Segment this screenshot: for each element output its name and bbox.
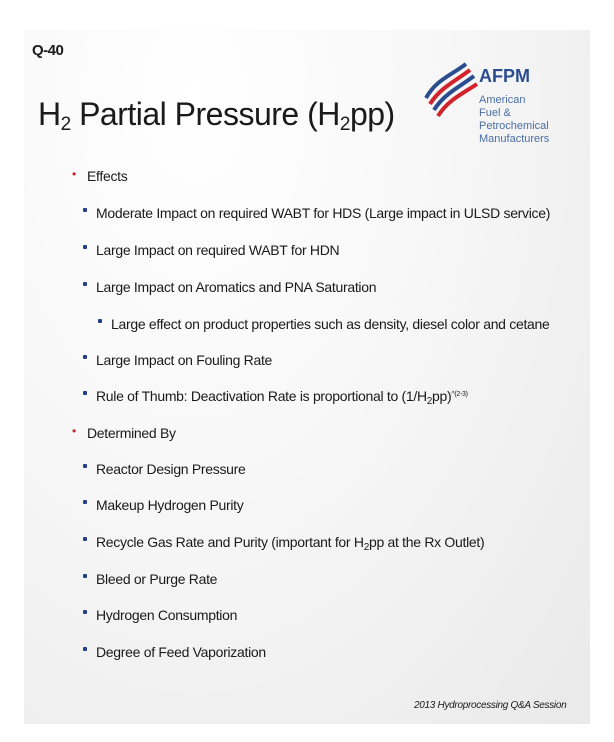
list-item — [96, 242, 339, 258]
list-item — [96, 461, 246, 477]
item-text: Recycle Gas Rate and Purity (important for H — [96, 534, 364, 550]
bullet-icon — [83, 647, 87, 651]
list-item — [96, 534, 484, 553]
bullet-icon — [83, 537, 87, 541]
logo-line: American — [479, 94, 526, 106]
question-number: Q-40 — [32, 42, 64, 59]
title-subscript: 2 — [60, 114, 71, 135]
bullet-icon — [83, 208, 87, 212]
item-text: Hydrogen Consumption — [96, 607, 238, 623]
logo-line: Fuel & Petrochemical — [479, 107, 549, 132]
footer-text: 2013 Hydroprocessing Q&A Session — [414, 700, 567, 711]
afpm-logo — [422, 58, 572, 158]
list-item — [96, 279, 376, 295]
bullet-icon — [83, 391, 87, 395]
item-text: Degree of Feed Vaporization — [96, 644, 266, 660]
bullet-icon — [83, 500, 87, 504]
list-item — [96, 607, 237, 623]
list-item — [96, 388, 468, 407]
list-item — [96, 205, 550, 221]
item-text: Reactor Design Pressure — [96, 461, 246, 477]
item-text: Rule of Thumb: Deactivation Rate is proportional to (1/H — [96, 388, 427, 404]
bullet-icon — [83, 464, 87, 468]
bullet-icon — [83, 245, 87, 249]
flag-swoosh-icon — [422, 58, 478, 118]
list-item — [72, 424, 176, 441]
list-item — [96, 352, 272, 368]
logo-line: Manufacturers — [479, 133, 550, 145]
bullet-icon — [83, 282, 87, 286]
section-heading: Effects — [87, 168, 128, 184]
title-part: pp) — [349, 96, 395, 132]
title-part: H — [38, 96, 61, 132]
item-text: Large Impact on Fouling Rate — [96, 352, 273, 368]
item-text: Large Impact on Aromatics and PNA Saturation — [96, 279, 377, 295]
item-text: Large effect on product properties such as density, diesel color and cetane — [111, 316, 550, 332]
item-text: pp at the Rx Outlet) — [368, 534, 485, 550]
list-item — [72, 167, 128, 184]
subscript: 2 — [426, 396, 433, 407]
item-text: Large Impact on required WABT for HDN — [96, 242, 340, 258]
logo-name: AFPM — [479, 66, 530, 86]
item-text: Makeup Hydrogen Purity — [96, 497, 244, 513]
bullet-icon — [98, 319, 102, 323]
bullet-icon: • — [72, 424, 76, 438]
superscript: ^(2-3) — [451, 391, 468, 398]
bullet-icon: • — [72, 167, 76, 181]
slide-title — [38, 96, 395, 136]
bullet-icon — [83, 355, 87, 359]
title-part: Partial Pressure (H — [70, 96, 340, 132]
item-text: Bleed or Purge Rate — [96, 571, 218, 587]
list-item — [96, 644, 266, 660]
title-subscript: 2 — [339, 114, 350, 135]
item-text: pp) — [432, 388, 452, 404]
list-item — [96, 497, 243, 513]
subscript: 2 — [363, 542, 369, 553]
item-text: Moderate Impact on required WABT for HDS (Large impact in ULSD service) — [96, 205, 551, 221]
logo-subtitle — [479, 94, 574, 146]
section-heading: Determined By — [87, 425, 176, 441]
slide — [24, 30, 590, 724]
list-item — [96, 571, 217, 587]
bullet-icon — [83, 574, 87, 578]
bullet-icon — [83, 610, 87, 614]
list-item — [111, 316, 550, 332]
